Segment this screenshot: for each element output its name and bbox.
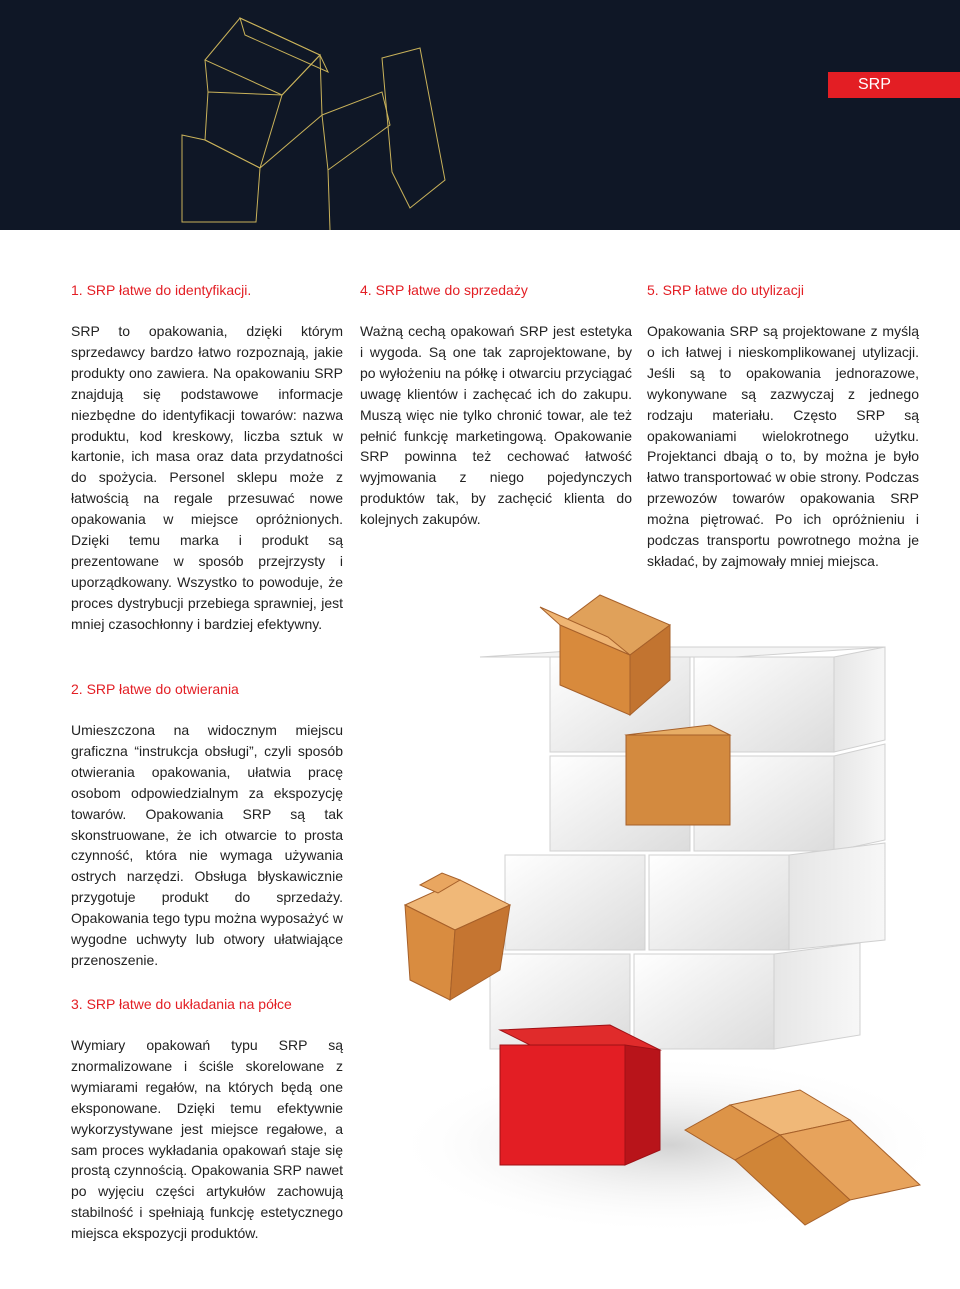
header-banner <box>0 0 960 230</box>
section-1-body: SRP to opakowania, dzięki którym sprzedawcy bardzo łatwo rozpoznają, jakie produkty ono zawiera. Na opakowaniu SRP znajdują się podstawowe informacje niezbędne do identyfikacji towarów: nazwa produktu, kod kreskowy, liczba sztuk w kartonie, ich masa oraz data przydatności do spożycia. Personel sklepu może z łatwością na regale przesuwać nowe opakowania w miejsce opróżnionych. Dzięki temu marka i produkt są prezentowane w sposób przejrzysty i uporządkowany. Wszystko to powoduje, że proces dystrybucji przebiega sprawniej, jest mniej czasochłonny i bardziej efektywny. <box>71 323 343 632</box>
section-2-body: Umieszczona na widocznym miejscu graficzna “instrukcja obsługi”, czyli sposób otwierania opakowania, ułatwia pracę osobom odpowiedzialnym za ekspozycję towarów. Opakowania SRP są tak skonstruowane, że ich otwarcie to prosta czynność, która nie wymaga używania ostrych narzędzi. Obsługa błyskawicznie przygotuje produkt do sprzedaży. Opakowania tego typu można wyposażyć w wygodne uchwyty lub otwory ułatwiające przenoszenie. <box>71 722 343 968</box>
section-3-title: 3. SRP łatwe do układania na półce <box>71 996 292 1012</box>
boxes-cube-illustration <box>380 585 960 1285</box>
section-5-title: 5. SRP łatwe do utylizacji <box>647 282 804 298</box>
section-5-body: Opakowania SRP są projektowane z myślą o ich łatwej i nieskomplikowanej utylizacji. Jeśli są to opakowania jednorazowe, wykonywane są zazwyczaj z jednego rodzaju materiału. Często SRP są opakowaniami wielokrotnego użytku. Projektanci dbają o to, by można je było łatwo transportować w obie strony. Podczas przewozów towarów opakowania SRP można piętrować. Po ich opróżnieniu i podczas transportu powrotnego można je składać, by zajmowały mniej miejsca. <box>647 323 919 569</box>
section-4-body: Ważną cechą opakowań SRP jest estetyka i wygoda. Są one tak zaprojektowane, by po wyłożeniu na półkę i otwarciu przyciągać uwagę klientów i zachęcać ich do zakupu. Muszą więc nie tylko chronić towar, ale też pełnić funkcję marketingową. Opakowanie SRP powinna też cechować łatwość wyjmowania z niego pojedynczych produktów tak, by zachęcić klienta do kolejnych zakupów. <box>360 323 632 528</box>
srp-tag: SRP <box>828 72 960 98</box>
section-4-title: 4. SRP łatwe do sprzedaży <box>360 282 528 298</box>
section-3-body: Wymiary opakowań typu SRP są znormalizowane i ściśle skorelowane z wymiarami regałów, na których będą one eksponowane. Dzięki temu efektywnie wykorzystywane jest miejsce regałowe, a sam proces wykładania opakowań staje się prostą czynnością. Opakowania SRP nawet po wyjęciu części artykułów zachowują stabilność i spełniają funkcję estetycznego miejsca ekspozycji produktów. <box>71 1037 343 1242</box>
section-1-title: 1. SRP łatwe do identyfikacji. <box>71 282 252 298</box>
section-2-title: 2. SRP łatwe do otwierania <box>71 681 239 697</box>
box-outline-illustration <box>0 0 960 230</box>
